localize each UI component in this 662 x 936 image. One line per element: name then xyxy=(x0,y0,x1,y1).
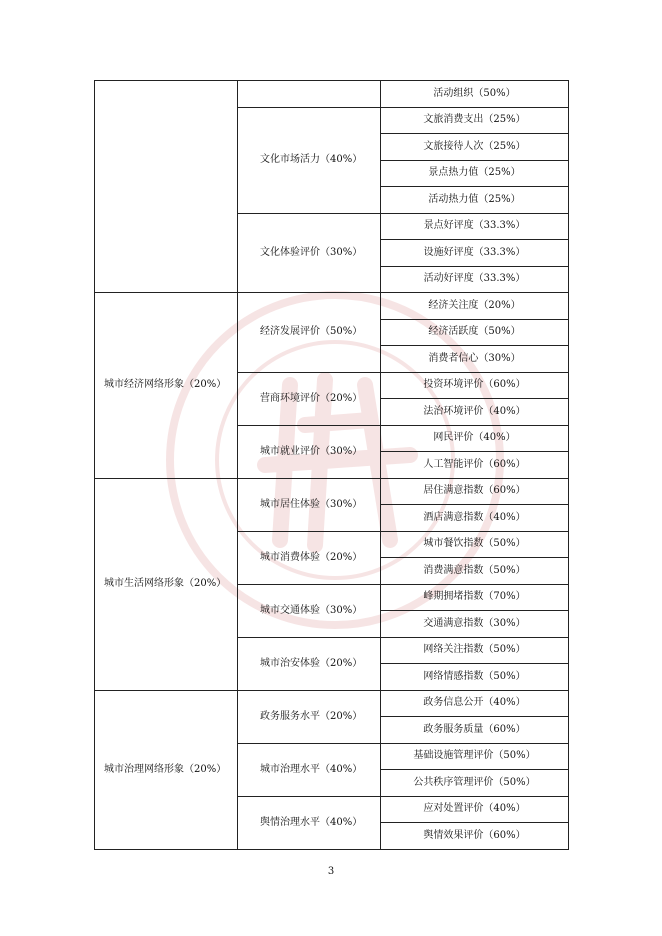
tertiary-indicator: 舆情效果评价（60%） xyxy=(381,823,569,850)
tertiary-indicator: 应对处置评价（40%） xyxy=(381,796,569,823)
tertiary-indicator: 活动组织（50%） xyxy=(381,81,569,108)
tertiary-indicator: 网络情感指数（50%） xyxy=(381,664,569,691)
tertiary-indicator: 消费满意指数（50%） xyxy=(381,558,569,585)
tertiary-indicator: 公共秩序管理评价（50%） xyxy=(381,770,569,797)
secondary-indicator: 城市交通体验（30%） xyxy=(238,584,381,637)
secondary-indicator: 城市治理水平（40%） xyxy=(238,743,381,796)
tertiary-indicator: 投资环境评价（60%） xyxy=(381,372,569,399)
tertiary-indicator: 城市餐饮指数（50%） xyxy=(381,531,569,558)
tertiary-indicator: 活动热力值（25%） xyxy=(381,187,569,214)
secondary-indicator: 城市消费体验（20%） xyxy=(238,531,381,584)
tertiary-indicator: 设施好评度（33.3%） xyxy=(381,240,569,267)
tertiary-indicator: 经济活跃度（50%） xyxy=(381,319,569,346)
secondary-indicator: 营商环境评价（20%） xyxy=(238,372,381,425)
tertiary-indicator: 峰期拥堵指数（70%） xyxy=(381,584,569,611)
table-row xyxy=(95,81,569,108)
table-row xyxy=(95,478,569,505)
tertiary-indicator: 基础设施管理评价（50%） xyxy=(381,743,569,770)
tertiary-indicator: 法治环境评价（40%） xyxy=(381,399,569,426)
index-table xyxy=(94,80,569,850)
tertiary-indicator: 文旅消费支出（25%） xyxy=(381,107,569,134)
tertiary-indicator: 活动好评度（33.3%） xyxy=(381,266,569,293)
secondary-indicator: 城市居住体验（30%） xyxy=(238,478,381,531)
primary-indicator: 城市治理网络形象（20%） xyxy=(95,690,238,849)
primary-indicator: 城市经济网络形象（20%） xyxy=(95,293,238,479)
tertiary-indicator: 政务信息公开（40%） xyxy=(381,690,569,717)
secondary-indicator: 舆情治理水平（40%） xyxy=(238,796,381,849)
table-row xyxy=(95,293,569,320)
tertiary-indicator: 景点热力值（25%） xyxy=(381,160,569,187)
tertiary-indicator: 人工智能评价（60%） xyxy=(381,452,569,479)
primary-indicator: 城市生活网络形象（20%） xyxy=(95,478,238,690)
secondary-indicator: 城市就业评价（30%） xyxy=(238,425,381,478)
tertiary-indicator: 居住满意指数（60%） xyxy=(381,478,569,505)
secondary-indicator: 城市治安体验（20%） xyxy=(238,637,381,690)
primary-indicator xyxy=(95,81,238,293)
secondary-indicator xyxy=(238,81,381,108)
secondary-indicator: 文化体验评价（30%） xyxy=(238,213,381,293)
secondary-indicator: 经济发展评价（50%） xyxy=(238,293,381,373)
tertiary-indicator: 网民评价（40%） xyxy=(381,425,569,452)
tertiary-indicator: 酒店满意指数（40%） xyxy=(381,505,569,532)
tertiary-indicator: 消费者信心（30%） xyxy=(381,346,569,373)
table-row xyxy=(95,690,569,717)
tertiary-indicator: 文旅接待人次（25%） xyxy=(381,134,569,161)
secondary-indicator: 文化市场活力（40%） xyxy=(238,107,381,213)
tertiary-indicator: 景点好评度（33.3%） xyxy=(381,213,569,240)
secondary-indicator: 政务服务水平（20%） xyxy=(238,690,381,743)
tertiary-indicator: 经济关注度（20%） xyxy=(381,293,569,320)
page-number: 3 xyxy=(327,866,335,877)
tertiary-indicator: 网络关注指数（50%） xyxy=(381,637,569,664)
tertiary-indicator: 政务服务质量（60%） xyxy=(381,717,569,744)
tertiary-indicator: 交通满意指数（30%） xyxy=(381,611,569,638)
